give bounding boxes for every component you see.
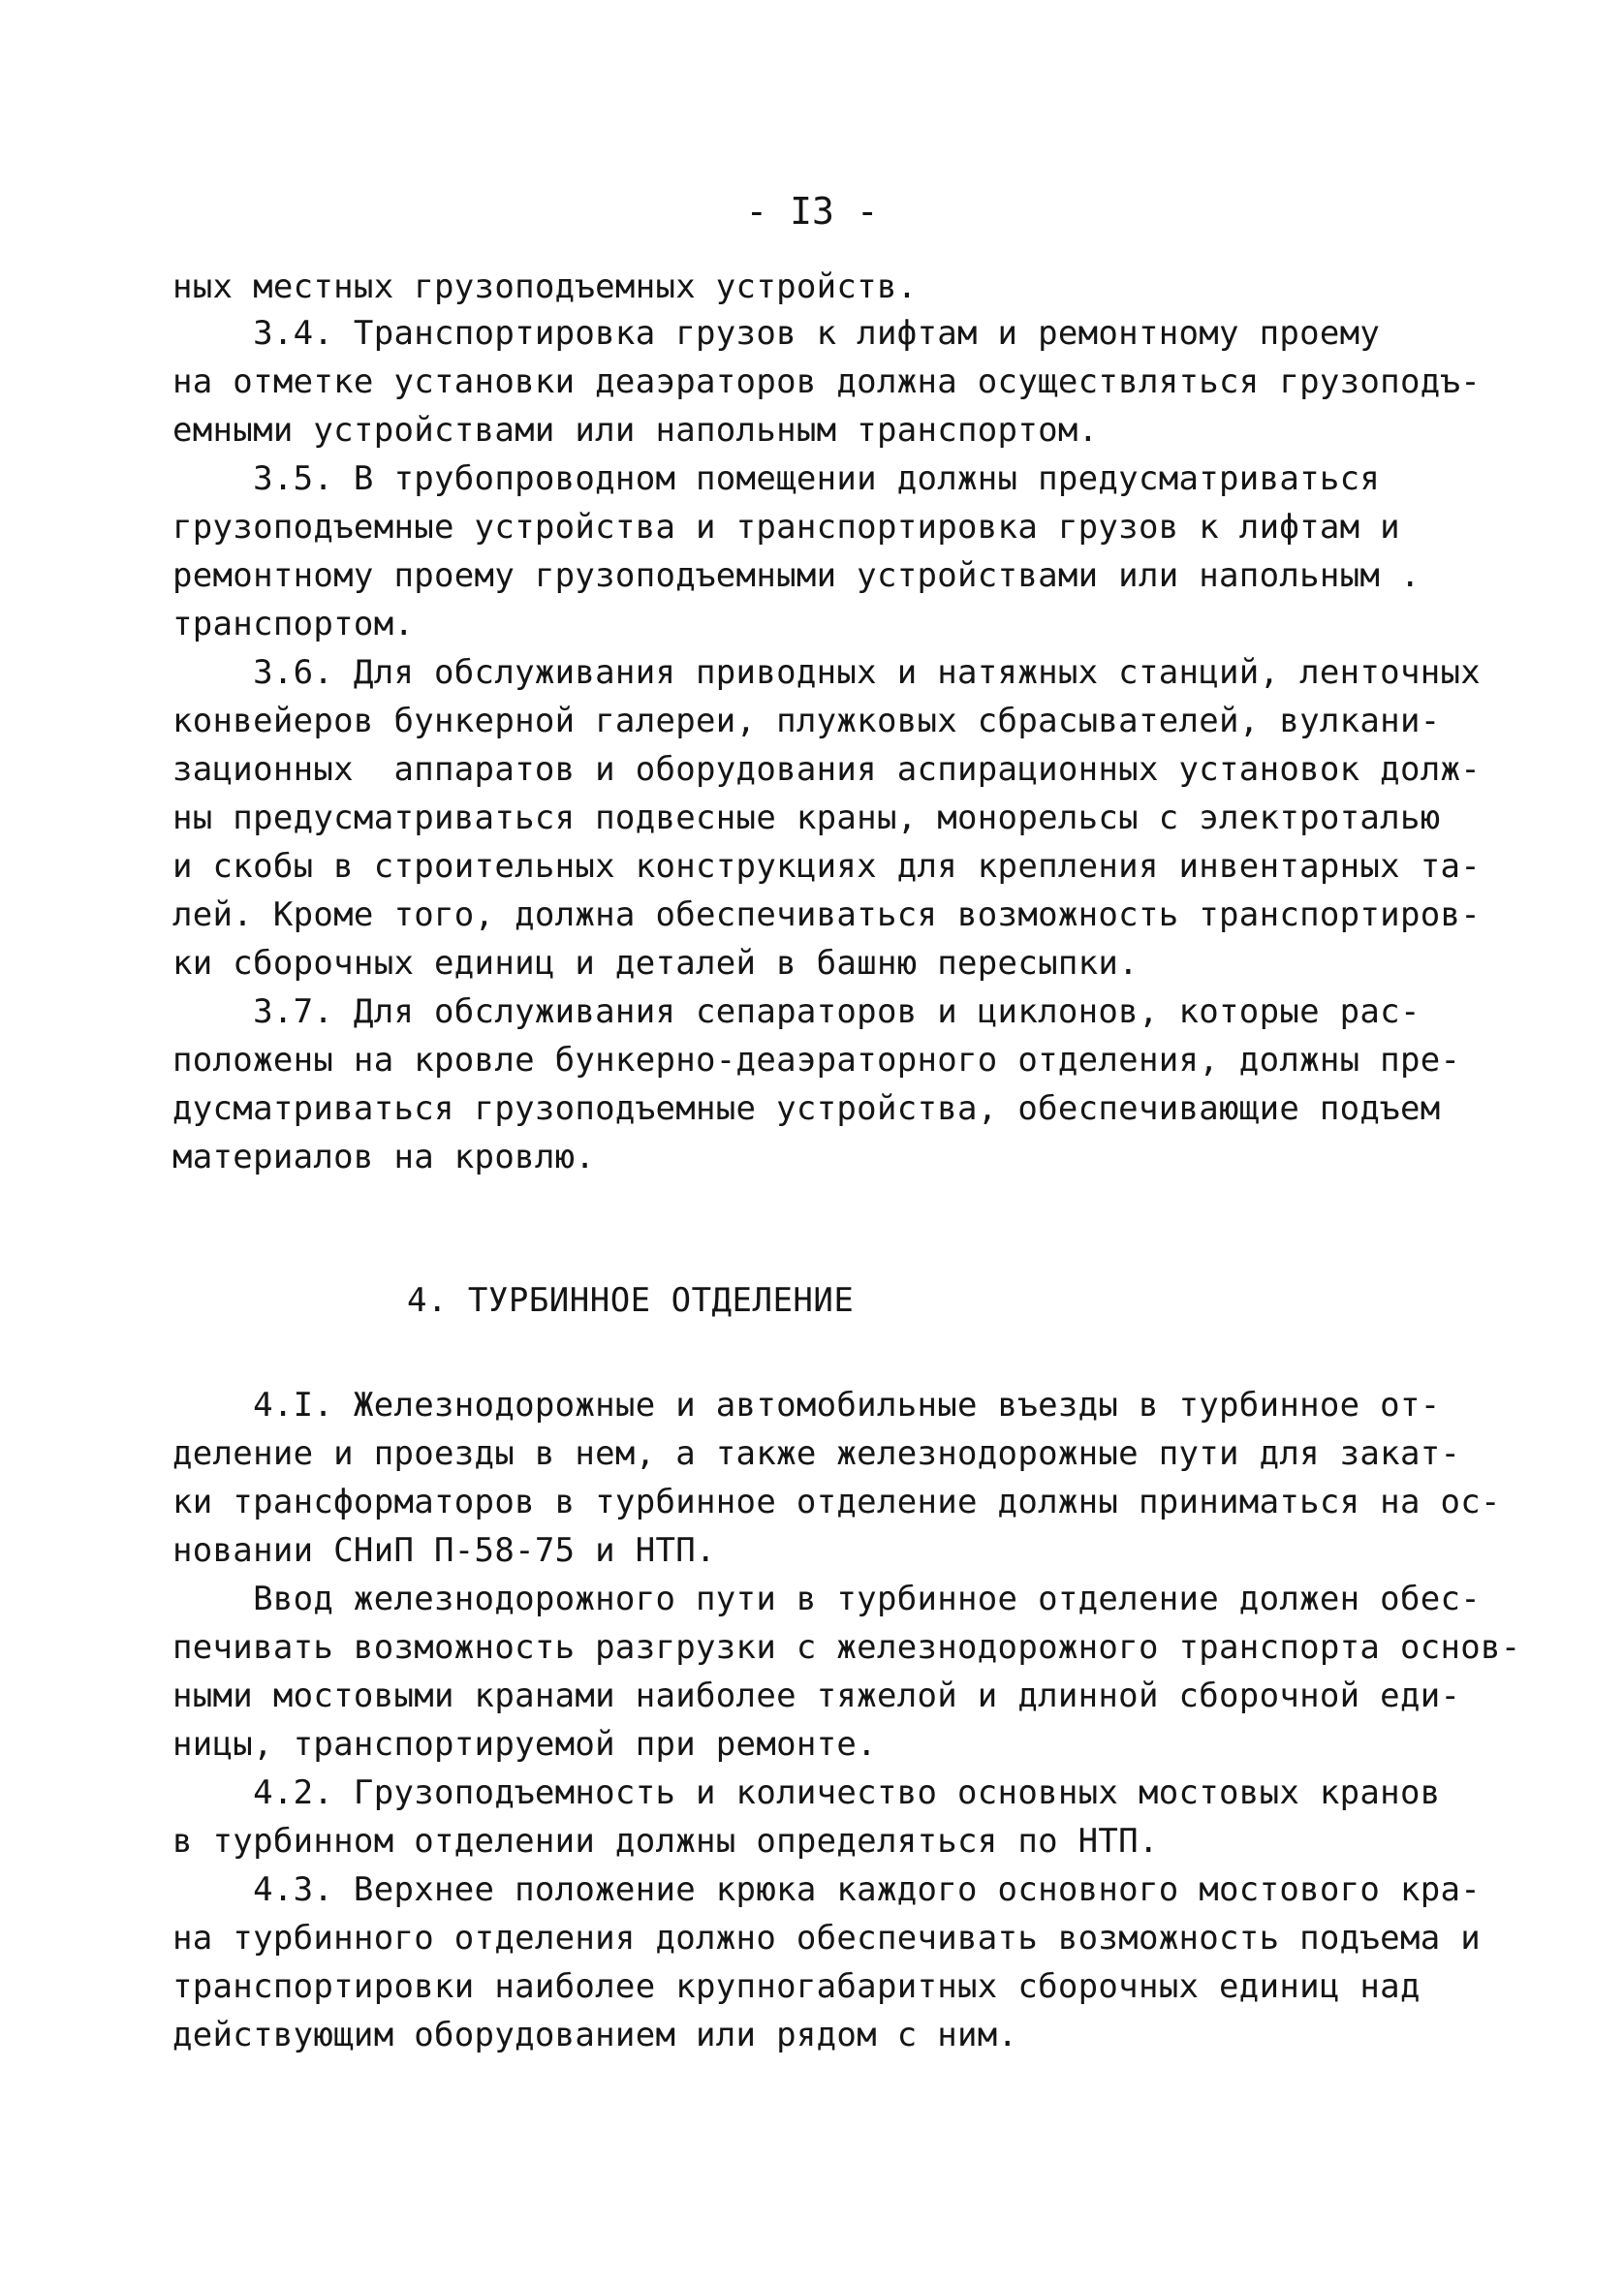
text-line: на отметке установки деаэраторов должна осуществляться грузоподъ-: [172, 362, 1482, 401]
text-line: Ввод железнодорожного пути в турбинное отделение должен обес-: [172, 1580, 1482, 1618]
text-line: лей. Кроме того, должна обеспечиваться возможность транспортиров-: [172, 895, 1482, 934]
text-line: емными устройствами или напольным транспортом.: [172, 411, 1099, 450]
text-line: 3.7. Для обслуживания сепараторов и циклонов, которые рас-: [172, 992, 1421, 1031]
text-line: новании СНиП П-58-75 и НТП.: [172, 1531, 716, 1570]
text-line: и скобы в строительных конструкциях для крепления инвентарных та-: [172, 847, 1482, 886]
text-line: 4.3. Верхнее положение крюка каждого основного мостового кра-: [172, 1870, 1482, 1909]
text-line: грузоподъемные устройства и транспортировка грузов к лифтам и: [172, 508, 1400, 547]
text-line: 3.5. В трубопроводном помещении должны предусматриваться: [172, 459, 1381, 498]
text-line: транспортировки наиболее крупногабаритных сборочных единиц над: [172, 1967, 1421, 2006]
text-line: 3.4. Транспортировка грузов к лифтам и ремонтному проему: [172, 314, 1381, 353]
text-line: ных местных грузоподъемных устройств.: [172, 267, 918, 306]
section-heading: 4. ТУРБИННОЕ ОТДЕЛЕНИЕ: [407, 1281, 855, 1320]
text-line: ны предусматриваться подвесные краны, монорельсы с электроталью: [172, 799, 1441, 837]
text-line: зационных аппаратов и оборудования аспирационных установок долж-: [172, 750, 1482, 789]
text-line: ницы, транспортируемой при ремонте.: [172, 1725, 877, 1764]
text-line: ремонтному проему грузоподъемными устройствами или напольным .: [172, 556, 1421, 595]
text-line: в турбинном отделении должны определяться по НТП.: [172, 1822, 1159, 1861]
text-line: действующим оборудованием или рядом с ним.: [172, 2016, 1018, 2054]
text-line: ки сборочных единиц и деталей в башню пересыпки.: [172, 944, 1139, 983]
text-line: ными мостовыми кранами наиболее тяжелой и длинной сборочной еди-: [172, 1677, 1461, 1715]
text-line: деление и проезды в нем, а также железнодорожные пути для закат-: [172, 1434, 1461, 1473]
page-number: - I3 -: [745, 190, 879, 233]
text-line: конвейеров бункерной галереи, плужковых сбрасывателей, вулкани-: [172, 702, 1441, 740]
text-line: печивать возможность разгрузки с железнодорожного транспорта основ-: [172, 1628, 1521, 1667]
text-line: на турбинного отделения должно обеспечивать возможность подъема и: [172, 1919, 1482, 1958]
text-line: материалов на кровлю.: [172, 1138, 596, 1176]
text-line: ки трансформаторов в турбинное отделение должны приниматься на ос-: [172, 1483, 1501, 1521]
text-line: 3.6. Для обслуживания приводных и натяжных станций, ленточных: [172, 653, 1482, 692]
text-line: транспортом.: [172, 605, 415, 643]
text-line: положены на кровле бункерно-деаэраторного отделения, должны пре-: [172, 1041, 1461, 1080]
text-line: 4.2. Грузоподъемность и количество основных мостовых кранов: [172, 1773, 1441, 1812]
text-line: 4.I. Железнодорожные и автомобильные въезды в турбинное от-: [172, 1386, 1441, 1425]
text-line: дусматриваться грузоподъемные устройства, обеспечивающие подъем: [172, 1089, 1441, 1128]
